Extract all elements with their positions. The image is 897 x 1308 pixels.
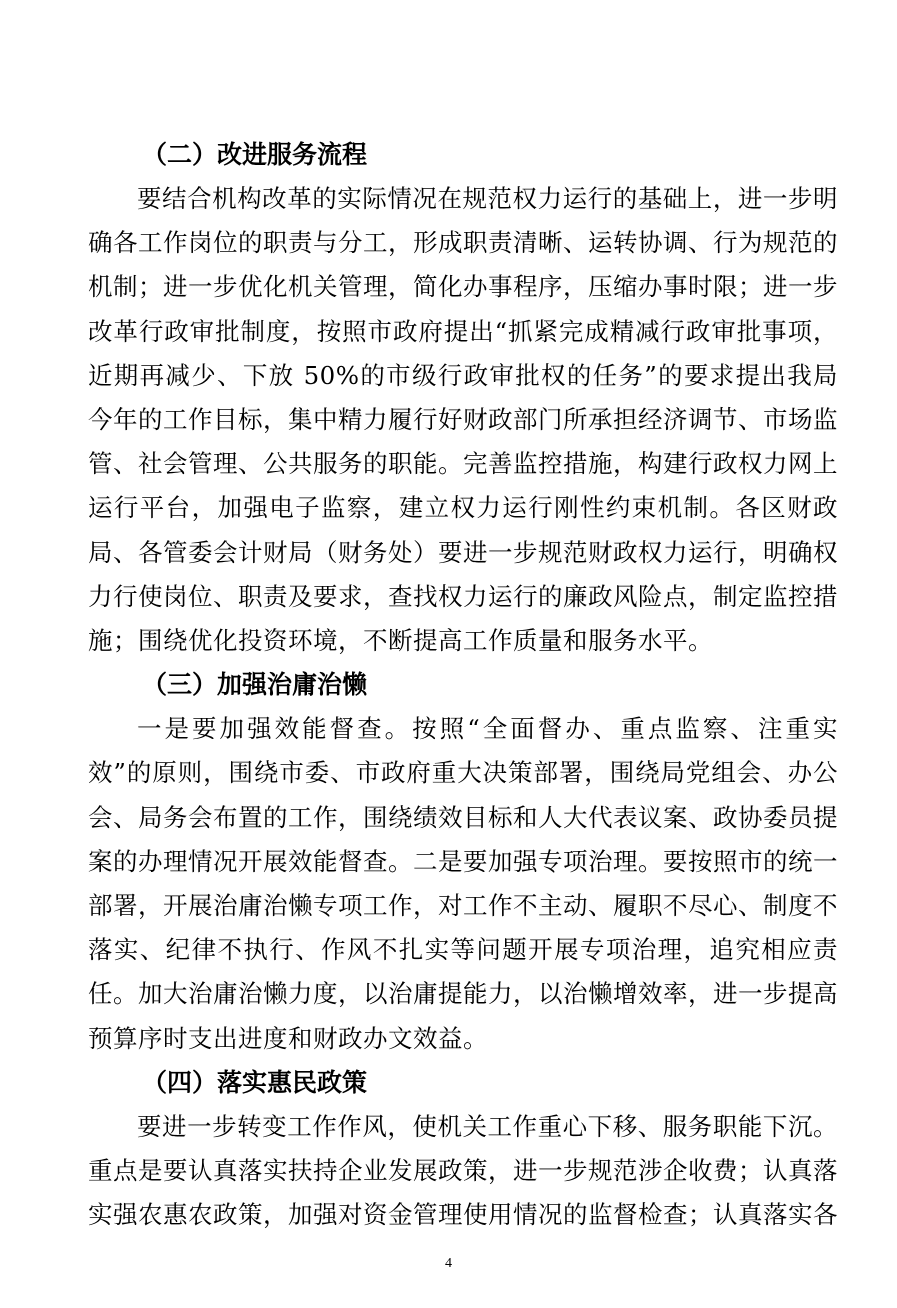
- section-heading-improve-service: （二）改进服务流程: [142, 140, 368, 169]
- section-paragraph-improve-service: 要结合机构改革的实际情况在规范权力运行的基础上，进一步明确各工作岗位的职责与分工，形成职责清晰、运转协调、行为规范的机制；进一步优化机关管理，简化办事程序，压缩办事时限；进一步改革行政审批制度，按照市政府提出“抓紧完成精减行政审批事项，近期再减少、下放 50%的市级行政审批权的任务”的要求提出我局今年的工作目标，集中精力履行好财政部门所承担经济调节、市场监管、社会管理、公共服务的职能。完善监控措施，构建行政权力网上运行平台，加强电子监察，建立权力运行刚性约束机制。各区财政局、各管委会计财局（财务处）要进一步规范财政权力运行，明确权力行使岗位、职责及要求，查找权力运行的廉政风险点，制定监控措施；围绕优化投资环境，不断提高工作质量和服务水平。: [88, 184, 838, 656]
- document-body: [88, 133, 838, 1237]
- section-paragraph-benefit-policies: 要进一步转变工作作风，使机关工作重心下移、服务职能下沉。重点是要认真落实扶持企业发展政策，进一步规范涉企收费；认真落实强农惠农政策，加强对资金管理使用情况的监督检查；认真落实各: [88, 1111, 838, 1230]
- page-number: 4: [445, 1256, 452, 1271]
- section-heading-anti-laziness: （三）加强治庸治懒: [142, 670, 368, 700]
- section-heading-benefit-policies: （四）落实惠民政策: [142, 1067, 368, 1097]
- section-paragraph-anti-laziness: 一是要加强效能督查。按照“全面督办、重点监察、注重实效”的原则，围绕市委、市政府重大决策部署，围绕局党组会、办公会、局务会布置的工作，围绕绩效目标和人大代表议案、政协委员提案的办理情况开展效能督查。二是要加强专项治理。要按照市的统一部署，开展治庸治懒专项工作，对工作不主动、履职不尽心、制度不落实、纪律不执行、作风不扎实等问题开展专项治理，追究相应责任。加大治庸治懒力度，以治庸提能力，以治懒增效率，进一步提高预算序时支出进度和财政办文效益。: [88, 714, 838, 1053]
